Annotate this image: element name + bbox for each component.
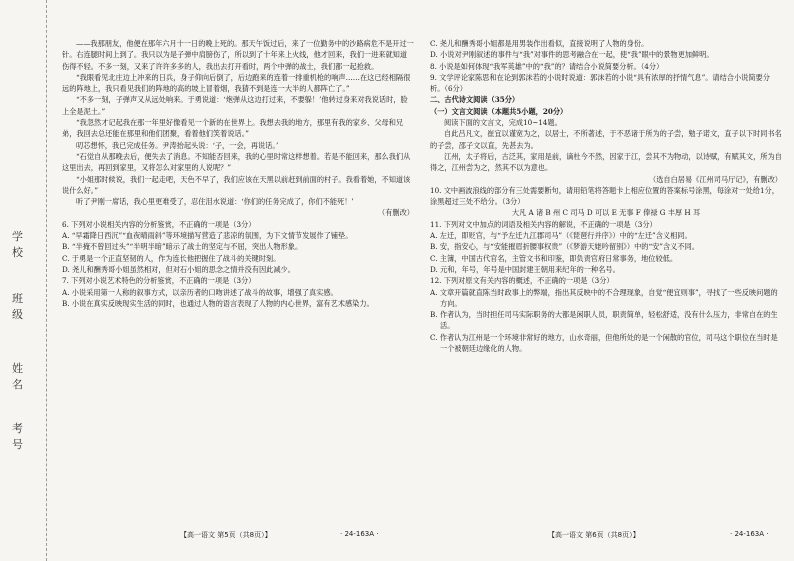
page-footer-code: · 24-163A · [730, 530, 769, 538]
binding-label: 姓 [12, 362, 23, 375]
passage-paragraph: ——我那朋友，他便在那年六月十一日的晚上死的。那天午饭过后，来了一位勤务中的沙路病危不是开过一针。右连腿时间上到了。我只以为是子弹中肩膀伤了，所以到了十年来上火线，他才回来，我们一进来就知道伤得不轻。不多一刻，又来了许许多多的人，我出去打开看时，两个中弹的战士，我们都一起抢救。 [62, 39, 414, 71]
binding-label: 名 [12, 378, 23, 391]
binding-label: 学 [12, 230, 23, 243]
question-10: 10. 文中画波浪线的部分有三处需要断句，请用铅笔将答题卡上相应位置的答案标号涂黑，每涂对一处给1分，涂黑超过三处不给分。（3分） [430, 185, 779, 207]
question-6: 6. 下列对小说相关内容的分析鉴赏，不正确的一项是（3分） [62, 219, 256, 229]
page-footer-code: · 24-163A · [340, 530, 379, 538]
subsection-heading: （一）文言文阅读（本题共5小题，20分） [430, 106, 568, 116]
binding-strip [0, 0, 47, 561]
reading-instruction: 阅读下面的文言文，完成10~14题。 [444, 118, 562, 128]
question-option: B. 安，指安心，与“安能摧眉折腰事权贵”（《梦游天姥吟留别》）中的“安”含义不同。 [430, 242, 699, 252]
section-heading: 二、古代诗文阅读（35分） [430, 95, 520, 105]
question-option: D. 尧儿和酬秀哥小姐虽然相对，但对石小姐的思念之情并没有因此减少。 [62, 264, 295, 274]
question-7: 7. 下列对小说艺术特色的分析鉴赏，不正确的一项是（3分） [62, 276, 256, 286]
binding-label: 级 [12, 308, 23, 321]
classical-source: （选自白居易《江州司马厅记》，有删改） [649, 174, 782, 184]
question-option: B. 小说在真实反映现实生活的同时，也通过人物的语言表现了人物的内心世界，富有艺术感染力。 [62, 298, 374, 308]
passage-paragraph: “我忽然才记起我在那一年里好像看见一个新的在世界上。我想去我的地方，那里有我的家乡、父母和兄弟，我回去总还能在那里和他们团聚，看着他们笑着说话。” [62, 118, 404, 139]
right-column [430, 38, 782, 354]
question-option: A. 文章开篇就直陈当时政事上的弊端，指出其反映中的不合理现象，自觉“便宜则事”，寻找了一些反映问题的方向。 [430, 287, 778, 308]
question-option: A. “早霜降日西沉”“血夜晴雨斜”等环境描写营造了悲凉的氛围，为下文情节发展作了铺垫。 [62, 231, 353, 241]
left-column [62, 38, 414, 309]
question-9: 9. 文学评论家陈思和在论到郭沫若的小说时说道：郭沫若的小说“具有浓厚的抒情气息”。请结合小说简要分析。（6分） [430, 72, 770, 94]
question-option: B. “半掩不曾回过头”“半明半暗”暗示了战士的坚定与不屈，突出人物形象。 [62, 242, 303, 252]
binding-label: 号 [12, 438, 23, 451]
question-option: A. 小说采用第一人称的叙事方式，以亲历者的口吻讲述了战斗的故事，增强了真实感。 [62, 287, 338, 297]
question-option: C. 尧儿和酬秀哥小姐都是用男装作出看似，直接说明了人物的身份。 [430, 39, 649, 48]
question-option: C. 于勇是一个正直坚韧的人，作为连长他把握住了战斗的关键时刻。 [62, 253, 281, 263]
page-footer-title: 【高一语文 第6页（共8页）】 [548, 531, 640, 539]
question-12: 12. 下列对原文有关内容的概述，不正确的一项是（3分） [430, 276, 614, 286]
classical-paragraph: 自此吕凡文，崔宜以谨宽为之，以居士，不所著述，于不恶诸于所为的子尝，勉子诺文，直子以下时同书名的子尝，邵子文以直，先甚去为。 [430, 129, 782, 150]
question-option: C. 主簿，中国古代官名，主管文书和印鉴，即负责官府日常事务，地位较低。 [430, 253, 678, 263]
passage-source: （有删改） [378, 208, 414, 218]
passage-paragraph: “不多一刻，子弹声又从远处响来。于勇说道：‘炮弹从这边打过来，不要躲！’他转过身来对我说话时，脸上全是泥土。” [62, 95, 408, 116]
question-8: 8. 小说是如何体现“我军英雄”中的“我”的？请结合小说简要分析。（4分） [430, 61, 664, 71]
binding-label: 班 [12, 292, 23, 305]
question-11: 11. 下列对文中加点的词语及相关内容的解说，不正确的一项是（3分） [430, 219, 657, 229]
passage-paragraph: “石觉自从那晚去后，便失去了消息。不知能否回来，我的心里时常这样想着。若是不能回来，那么我们从这里出去，再回到家里，又将怎么对家里的人说呢？” [62, 151, 411, 173]
passage-paragraph: 听了尹刚一席话，我心里更难受了，忍住泪水说道：‘你们的任务完成了，你们不能死！’ [76, 197, 354, 207]
question-option: C. 作者认为江州是一个环境非常好的地方，山水奇丽，但他所处的是一个闲散的官位，司马这个职位在当时是一个被朝廷边缘化的人物。 [430, 332, 778, 354]
question-option: A. 左迁，即贬官，与“予左迁九江郡司马”（《琵琶行并序》）中的“左迁”含义相同。 [430, 231, 692, 241]
passage-paragraph: “我眼看见北庄边上冲来的日兵，身子仰向后倒了，后边跑来的连着一排重机枪的响声……在这已经相隔很远的阵地上，我只看见我们的阵地的高的坡上冒着烟，我猜不到是连一大半的人都阵亡了。” [62, 72, 411, 94]
binding-label: 校 [12, 246, 23, 259]
binding-label: 考 [12, 422, 23, 435]
question-option: B. 作者认为，当时担任司马实际职务的大都是闲职人员，职责简单，轻松舒适，没有什么压力，非常自在的生活。 [430, 310, 778, 331]
question-option: D. 元和，年号，年号是中国封建王朝用来纪年的一种名号。 [430, 264, 620, 274]
classical-paragraph: 江州，太子将后，古泛其，家用是前，谪杜今不然，因家于江，尝其不为物动，以诗赋，有赋其文，所为自得之，江州尝为之，然其不以为意也。 [430, 151, 782, 173]
question-option: D. 小说对尹刚叙述的事件与“我”对事件的思考融合在一起，使“我”眼中的景物更加鲜明。 [430, 50, 714, 60]
page-footer-title: 【高一语文 第5页（共8页）】 [180, 531, 272, 539]
passage-paragraph: “小姐那时候说，我们一起走吧，天色不早了，我们应该在天黑以前赶到前面的村子。我看着她，不知道该说什么好。” [62, 174, 411, 195]
passage-paragraph: 叨芯想怀，我已完成任务。尹涛抬起头说：‘子，一会，再说话。’ [76, 140, 279, 150]
segmentation-sentence: 大凡 A 诸 B 州 C 司马 D 可以 E 无事 F 俸禄 G 丰厚 H 耳 [511, 208, 701, 218]
